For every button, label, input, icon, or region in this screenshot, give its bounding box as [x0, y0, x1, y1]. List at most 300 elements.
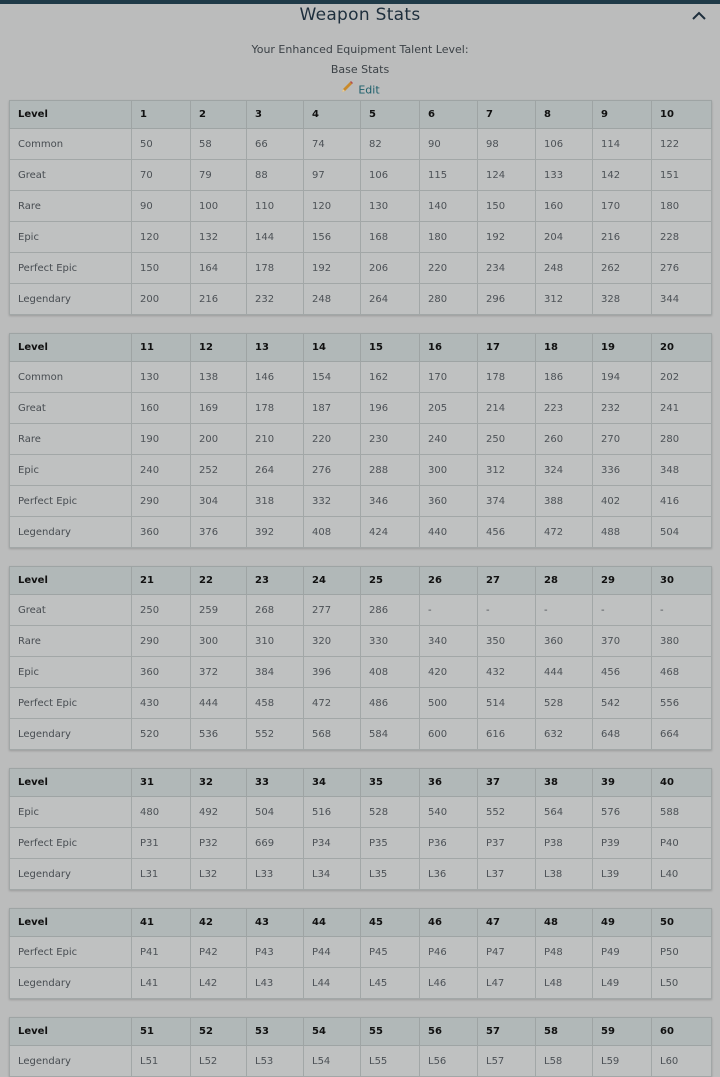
- stat-value: L41: [132, 968, 191, 999]
- stat-value: 346: [361, 486, 420, 517]
- stat-value: 486: [361, 688, 420, 719]
- stat-value: 138: [191, 362, 247, 393]
- stat-value: 66: [247, 129, 304, 160]
- stat-value: P50: [652, 937, 712, 968]
- stat-value: 228: [652, 222, 712, 253]
- stat-value: L54: [304, 1046, 361, 1077]
- stat-value: 669: [247, 828, 304, 859]
- stat-value: 200: [132, 284, 191, 315]
- level-column-header: 34: [304, 769, 361, 797]
- table-row: [10, 1046, 712, 1077]
- stat-value: 79: [191, 160, 247, 191]
- stat-value: 472: [304, 688, 361, 719]
- rarity-label: Perfect Epic: [10, 253, 132, 284]
- level-column-header: 4: [304, 101, 361, 129]
- stat-value: P32: [191, 828, 247, 859]
- table-row: [10, 129, 712, 160]
- stat-value: 492: [191, 797, 247, 828]
- stat-value: 350: [478, 626, 536, 657]
- stat-value: 360: [420, 486, 478, 517]
- table-row: [10, 362, 712, 393]
- stat-value: 214: [478, 393, 536, 424]
- stat-value: 232: [593, 393, 652, 424]
- section-title: Weapon Stats: [299, 5, 421, 25]
- stat-value: 600: [420, 719, 478, 750]
- level-header: Level: [10, 1018, 132, 1046]
- stat-value: 110: [247, 191, 304, 222]
- stat-value: L45: [361, 968, 420, 999]
- stat-value: L36: [420, 859, 478, 890]
- table-header-row: [10, 567, 712, 595]
- stat-value: 300: [191, 626, 247, 657]
- stat-value: 616: [478, 719, 536, 750]
- stat-value: 468: [652, 657, 712, 688]
- level-column-header: 32: [191, 769, 247, 797]
- stat-value: -: [420, 595, 478, 626]
- level-column-header: 18: [536, 334, 593, 362]
- stat-value: 130: [132, 362, 191, 393]
- stat-value: 300: [420, 455, 478, 486]
- level-column-header: 31: [132, 769, 191, 797]
- stat-value: 205: [420, 393, 478, 424]
- stat-value: 178: [247, 253, 304, 284]
- stat-value: 280: [420, 284, 478, 315]
- table-row: [10, 284, 712, 315]
- level-column-header: 16: [420, 334, 478, 362]
- stat-value: 456: [593, 657, 652, 688]
- stat-value: 520: [132, 719, 191, 750]
- level-column-header: 39: [593, 769, 652, 797]
- stats-table: [9, 333, 712, 548]
- level-column-header: 11: [132, 334, 191, 362]
- stat-value: 540: [420, 797, 478, 828]
- stat-value: 276: [304, 455, 361, 486]
- stat-value: 186: [536, 362, 593, 393]
- stat-value: 202: [652, 362, 712, 393]
- stat-value: L34: [304, 859, 361, 890]
- stat-value: 97: [304, 160, 361, 191]
- stat-value: 146: [247, 362, 304, 393]
- stat-value: P49: [593, 937, 652, 968]
- stat-value: 162: [361, 362, 420, 393]
- level-header: Level: [10, 769, 132, 797]
- rarity-label: Epic: [10, 657, 132, 688]
- table-row: [10, 191, 712, 222]
- stat-value: 140: [420, 191, 478, 222]
- level-column-header: 28: [536, 567, 593, 595]
- stat-value: P34: [304, 828, 361, 859]
- base-stats-text: Base Stats: [330, 63, 390, 76]
- stat-value: -: [593, 595, 652, 626]
- stat-value: 310: [247, 626, 304, 657]
- stat-value: 250: [478, 424, 536, 455]
- stat-value: 150: [478, 191, 536, 222]
- level-column-header: 60: [652, 1018, 712, 1046]
- stat-value: 556: [652, 688, 712, 719]
- stat-value: 277: [304, 595, 361, 626]
- stat-value: 106: [361, 160, 420, 191]
- table-header-row: [10, 334, 712, 362]
- stats-tables: [0, 100, 720, 1077]
- stat-value: -: [536, 595, 593, 626]
- stat-value: 50: [132, 129, 191, 160]
- stat-value: 90: [132, 191, 191, 222]
- stat-value: L42: [191, 968, 247, 999]
- level-column-header: 15: [361, 334, 420, 362]
- stat-value: 456: [478, 517, 536, 548]
- stat-value: 444: [191, 688, 247, 719]
- level-column-header: 12: [191, 334, 247, 362]
- stat-value: 370: [593, 626, 652, 657]
- level-column-header: 37: [478, 769, 536, 797]
- stat-value: 396: [304, 657, 361, 688]
- stat-value: 156: [304, 222, 361, 253]
- stat-value: 204: [536, 222, 593, 253]
- stat-value: 252: [191, 455, 247, 486]
- stat-value: P44: [304, 937, 361, 968]
- stat-value: L38: [536, 859, 593, 890]
- level-column-header: 53: [247, 1018, 304, 1046]
- stat-value: 170: [420, 362, 478, 393]
- stat-value: P38: [536, 828, 593, 859]
- stat-value: 210: [247, 424, 304, 455]
- stat-value: 528: [361, 797, 420, 828]
- level-column-header: 25: [361, 567, 420, 595]
- stats-table: [9, 768, 712, 890]
- stat-value: 187: [304, 393, 361, 424]
- stat-value: 150: [132, 253, 191, 284]
- stat-value: 206: [361, 253, 420, 284]
- stat-value: 568: [304, 719, 361, 750]
- pencil-icon: [340, 80, 354, 101]
- stat-value: L48: [536, 968, 593, 999]
- stat-value: P40: [652, 828, 712, 859]
- stat-value: 160: [536, 191, 593, 222]
- stat-value: 472: [536, 517, 593, 548]
- level-column-header: 23: [247, 567, 304, 595]
- level-column-header: 46: [420, 909, 478, 937]
- stat-value: 360: [132, 517, 191, 548]
- level-column-header: 30: [652, 567, 712, 595]
- stat-value: 504: [247, 797, 304, 828]
- stat-value: 178: [478, 362, 536, 393]
- level-column-header: 19: [593, 334, 652, 362]
- stat-value: 180: [420, 222, 478, 253]
- stat-value: L53: [247, 1046, 304, 1077]
- stat-value: 488: [593, 517, 652, 548]
- table-header-row: [10, 769, 712, 797]
- level-column-header: 48: [536, 909, 593, 937]
- stat-value: 290: [132, 626, 191, 657]
- stat-value: 360: [132, 657, 191, 688]
- stat-value: 241: [652, 393, 712, 424]
- stat-value: 154: [304, 362, 361, 393]
- level-column-header: 50: [652, 909, 712, 937]
- stat-value: P43: [247, 937, 304, 968]
- talent-level-text: Your Enhanced Equipment Talent Level:: [251, 43, 469, 56]
- rarity-label: Perfect Epic: [10, 937, 132, 968]
- table-row: [10, 626, 712, 657]
- level-column-header: 47: [478, 909, 536, 937]
- stat-value: 196: [361, 393, 420, 424]
- stat-value: 318: [247, 486, 304, 517]
- stat-value: P39: [593, 828, 652, 859]
- stat-value: 552: [247, 719, 304, 750]
- level-header: Level: [10, 101, 132, 129]
- stat-value: 200: [191, 424, 247, 455]
- stat-value: L59: [593, 1046, 652, 1077]
- stat-value: L46: [420, 968, 478, 999]
- stat-value: L56: [420, 1046, 478, 1077]
- stat-value: 90: [420, 129, 478, 160]
- level-column-header: 13: [247, 334, 304, 362]
- level-column-header: 5: [361, 101, 420, 129]
- stats-table: [9, 908, 712, 999]
- level-column-header: 59: [593, 1018, 652, 1046]
- level-column-header: 6: [420, 101, 478, 129]
- level-column-header: 40: [652, 769, 712, 797]
- stat-value: 584: [361, 719, 420, 750]
- table-row: [10, 657, 712, 688]
- level-header: Level: [10, 909, 132, 937]
- level-column-header: 58: [536, 1018, 593, 1046]
- stat-value: 576: [593, 797, 652, 828]
- stat-value: 504: [652, 517, 712, 548]
- stat-value: 416: [652, 486, 712, 517]
- table-row: [10, 486, 712, 517]
- stat-value: 240: [132, 455, 191, 486]
- stat-value: 216: [191, 284, 247, 315]
- stat-value: 194: [593, 362, 652, 393]
- stat-value: 312: [478, 455, 536, 486]
- level-column-header: 24: [304, 567, 361, 595]
- stat-value: 74: [304, 129, 361, 160]
- stat-value: 248: [304, 284, 361, 315]
- stat-value: 320: [304, 626, 361, 657]
- stat-value: 248: [536, 253, 593, 284]
- rarity-label: Rare: [10, 191, 132, 222]
- stat-value: 164: [191, 253, 247, 284]
- stat-value: 296: [478, 284, 536, 315]
- level-column-header: 1: [132, 101, 191, 129]
- stat-value: 286: [361, 595, 420, 626]
- stat-value: 336: [593, 455, 652, 486]
- stat-value: 276: [652, 253, 712, 284]
- level-column-header: 57: [478, 1018, 536, 1046]
- stat-value: 122: [652, 129, 712, 160]
- level-column-header: 14: [304, 334, 361, 362]
- stat-value: 88: [247, 160, 304, 191]
- level-column-header: 44: [304, 909, 361, 937]
- level-column-header: 17: [478, 334, 536, 362]
- rarity-label: Rare: [10, 424, 132, 455]
- level-column-header: 54: [304, 1018, 361, 1046]
- stat-value: 151: [652, 160, 712, 191]
- stat-value: 82: [361, 129, 420, 160]
- stat-value: 114: [593, 129, 652, 160]
- rarity-label: Legendary: [10, 719, 132, 750]
- stat-value: 632: [536, 719, 593, 750]
- table-header-row: [10, 1018, 712, 1046]
- stat-value: 115: [420, 160, 478, 191]
- stat-value: 542: [593, 688, 652, 719]
- stat-value: 264: [247, 455, 304, 486]
- stat-value: L60: [652, 1046, 712, 1077]
- stat-value: 376: [191, 517, 247, 548]
- table-row: [10, 595, 712, 626]
- table-row: [10, 968, 712, 999]
- table-row: [10, 222, 712, 253]
- level-column-header: 35: [361, 769, 420, 797]
- stat-value: 132: [191, 222, 247, 253]
- rarity-label: Great: [10, 595, 132, 626]
- stat-value: 262: [593, 253, 652, 284]
- table-row: [10, 859, 712, 890]
- stat-value: L57: [478, 1046, 536, 1077]
- stat-value: P41: [132, 937, 191, 968]
- stat-value: 270: [593, 424, 652, 455]
- rarity-label: Epic: [10, 455, 132, 486]
- stat-value: -: [478, 595, 536, 626]
- level-column-header: 22: [191, 567, 247, 595]
- table-row: [10, 517, 712, 548]
- rarity-label: Legendary: [10, 968, 132, 999]
- chevron-up-icon[interactable]: [690, 8, 708, 22]
- stat-value: 144: [247, 222, 304, 253]
- stat-value: P45: [361, 937, 420, 968]
- stat-value: 290: [132, 486, 191, 517]
- stat-value: 180: [652, 191, 712, 222]
- stat-value: 440: [420, 517, 478, 548]
- stat-value: 250: [132, 595, 191, 626]
- stat-value: P31: [132, 828, 191, 859]
- stat-value: 388: [536, 486, 593, 517]
- level-column-header: 41: [132, 909, 191, 937]
- level-column-header: 2: [191, 101, 247, 129]
- stat-value: 70: [132, 160, 191, 191]
- stat-value: L35: [361, 859, 420, 890]
- level-column-header: 45: [361, 909, 420, 937]
- stat-value: 380: [652, 626, 712, 657]
- level-column-header: 29: [593, 567, 652, 595]
- stat-value: 268: [247, 595, 304, 626]
- rarity-label: Legendary: [10, 517, 132, 548]
- stat-value: 160: [132, 393, 191, 424]
- level-column-header: 27: [478, 567, 536, 595]
- level-column-header: 21: [132, 567, 191, 595]
- stat-value: 58: [191, 129, 247, 160]
- rarity-label: Legendary: [10, 284, 132, 315]
- stat-value: 344: [652, 284, 712, 315]
- level-column-header: 9: [593, 101, 652, 129]
- stat-value: 120: [304, 191, 361, 222]
- stat-value: P46: [420, 937, 478, 968]
- stat-value: 130: [361, 191, 420, 222]
- stat-value: L55: [361, 1046, 420, 1077]
- rarity-label: Common: [10, 362, 132, 393]
- table-row: [10, 455, 712, 486]
- level-column-header: 38: [536, 769, 593, 797]
- stat-value: 392: [247, 517, 304, 548]
- stat-value: 98: [478, 129, 536, 160]
- stat-value: 190: [132, 424, 191, 455]
- stat-value: 402: [593, 486, 652, 517]
- stat-value: 528: [536, 688, 593, 719]
- stat-value: 234: [478, 253, 536, 284]
- stats-table: [9, 566, 712, 750]
- stat-value: 332: [304, 486, 361, 517]
- stat-value: L32: [191, 859, 247, 890]
- stat-value: 372: [191, 657, 247, 688]
- stat-value: P36: [420, 828, 478, 859]
- stat-value: 500: [420, 688, 478, 719]
- table-row: [10, 828, 712, 859]
- table-row: [10, 160, 712, 191]
- stat-value: 192: [478, 222, 536, 253]
- stats-table: [9, 100, 712, 315]
- edit-link[interactable]: Edit: [358, 83, 380, 97]
- level-column-header: 33: [247, 769, 304, 797]
- stat-value: 100: [191, 191, 247, 222]
- stat-value: 374: [478, 486, 536, 517]
- table-row: [10, 797, 712, 828]
- stat-value: L31: [132, 859, 191, 890]
- rarity-label: Great: [10, 160, 132, 191]
- stat-value: L37: [478, 859, 536, 890]
- rarity-label: Rare: [10, 626, 132, 657]
- rarity-label: Legendary: [10, 1046, 132, 1077]
- level-column-header: 52: [191, 1018, 247, 1046]
- edit-row: [0, 80, 720, 100]
- stat-value: L33: [247, 859, 304, 890]
- stat-value: 444: [536, 657, 593, 688]
- level-column-header: 8: [536, 101, 593, 129]
- rarity-label: Perfect Epic: [10, 688, 132, 719]
- stat-value: 424: [361, 517, 420, 548]
- stat-value: 232: [247, 284, 304, 315]
- stat-value: L43: [247, 968, 304, 999]
- rarity-label: Perfect Epic: [10, 486, 132, 517]
- stat-value: 178: [247, 393, 304, 424]
- stat-value: 432: [478, 657, 536, 688]
- level-column-header: 10: [652, 101, 712, 129]
- rarity-label: Legendary: [10, 859, 132, 890]
- level-column-header: 36: [420, 769, 478, 797]
- level-column-header: 49: [593, 909, 652, 937]
- stat-value: 106: [536, 129, 593, 160]
- stat-value: 588: [652, 797, 712, 828]
- stat-value: P42: [191, 937, 247, 968]
- stat-value: P48: [536, 937, 593, 968]
- stat-value: 170: [593, 191, 652, 222]
- level-column-header: 43: [247, 909, 304, 937]
- level-column-header: 20: [652, 334, 712, 362]
- stat-value: L50: [652, 968, 712, 999]
- table-row: [10, 937, 712, 968]
- stat-value: 480: [132, 797, 191, 828]
- stats-table: [9, 1017, 712, 1077]
- stat-value: 259: [191, 595, 247, 626]
- stat-value: 120: [132, 222, 191, 253]
- stat-value: 330: [361, 626, 420, 657]
- stat-value: P37: [478, 828, 536, 859]
- stat-value: L58: [536, 1046, 593, 1077]
- level-column-header: 7: [478, 101, 536, 129]
- stat-value: 240: [420, 424, 478, 455]
- stat-value: 264: [361, 284, 420, 315]
- stat-value: 142: [593, 160, 652, 191]
- stat-value: 348: [652, 455, 712, 486]
